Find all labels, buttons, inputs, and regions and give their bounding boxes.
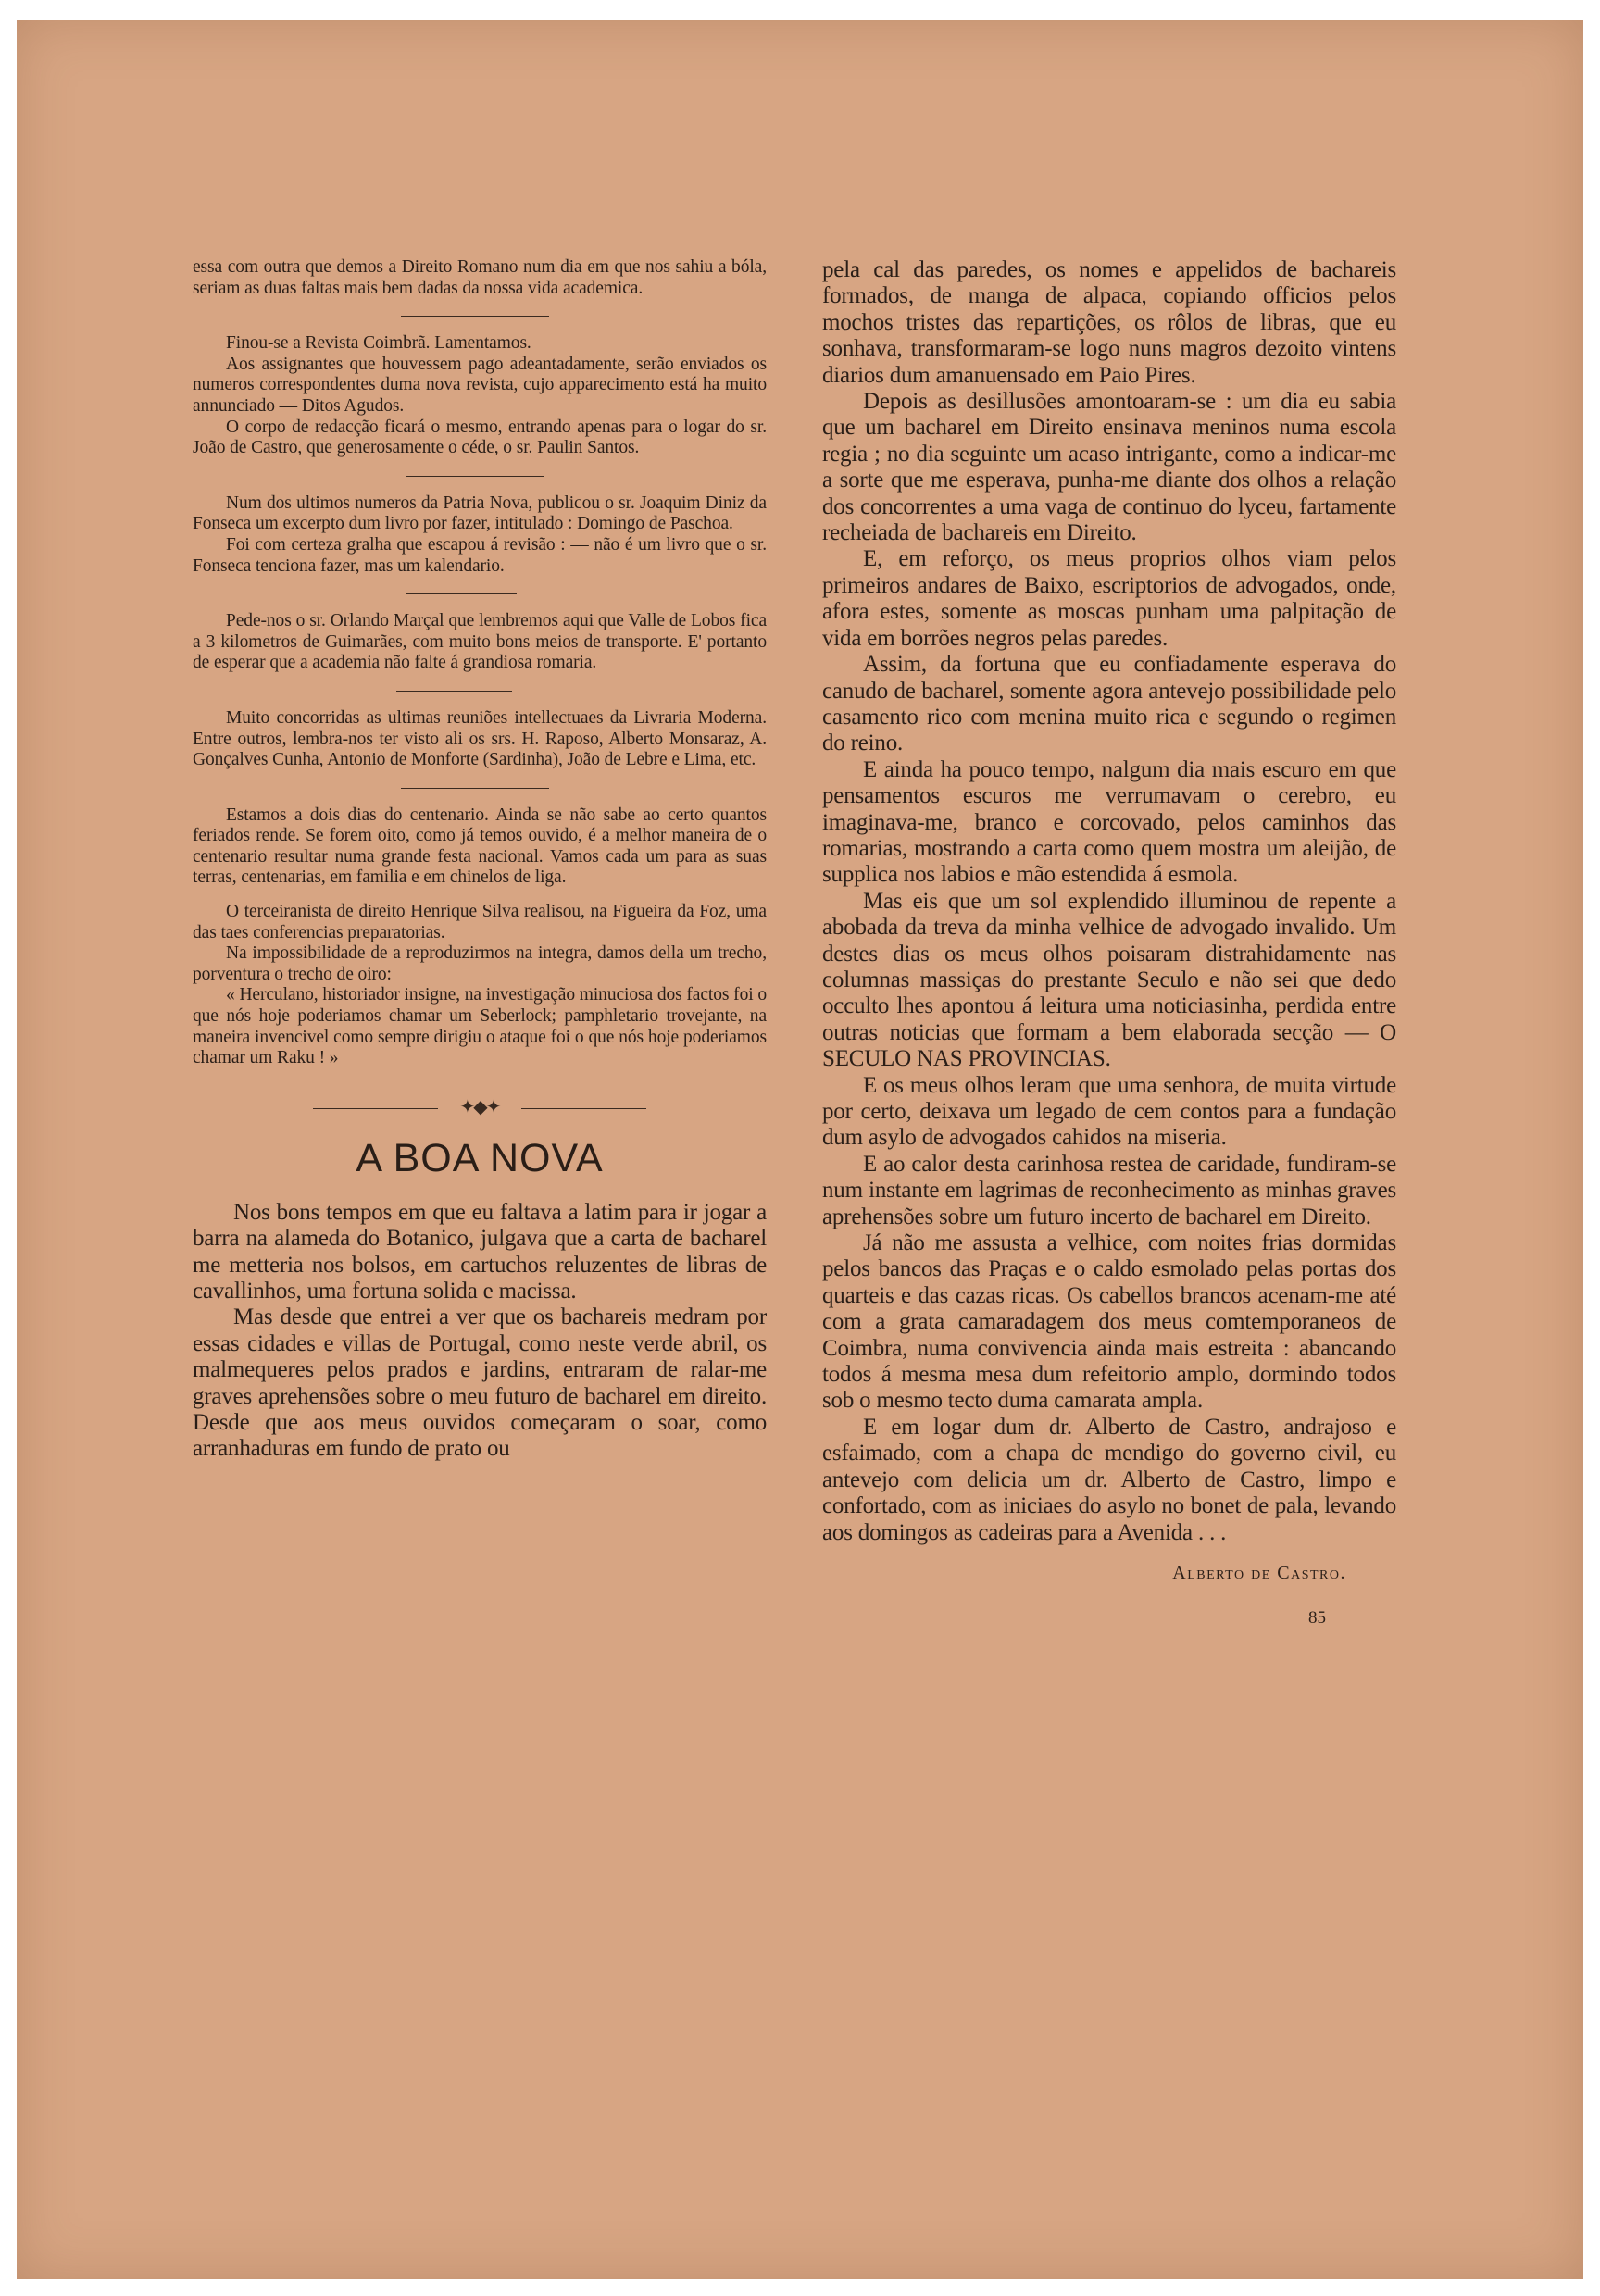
article-paragraph: Mas eis que um sol explendido illuminou de repente a abobada da treva da minha velhice de advogado invalido. Um destes dias os meus olhos poisaram distrahidamente nas columnas massiças do prestante Seculo e não sei que dedo occulto lhes apontou á leitura uma noticiasinha, perdida entre outras noticias que formam a bem elaborada secção — O SECULO NAS PROVINCIAS. (822, 888, 1396, 1072)
note-paragraph: O terceiranista de direito Henrique Silva realisou, na Figueira da Foz, uma das taes conferencias preparatorias. (193, 902, 767, 942)
news-note (193, 902, 767, 1069)
divider (396, 691, 512, 692)
article-paragraph: E, em reforço, os meus proprios olhos viam pelos primeiros andares de Baixo, escriptorios de advogados, onde, afora estes, somente as moscas punham uma palpitação de vida em borrões negros pelas paredes. (822, 546, 1396, 651)
article-paragraph: Já não me assusta a velhice, com noites frias dormidas pelos bancos das Praças e o caldo esmolado pelas portas dos quarteis e das cazas ricas. Os cabellos brancos acenam-me até com a grata camaradagem dos meus comtemporaneos de Coimbra, numa convivencia ainda mais estreita : abancando todos á mesma mesa dum refeitorio amplo, dormindo todos sob o mesmo tecto duma camarata ampla. (822, 1230, 1396, 1414)
divider (406, 593, 517, 594)
article-paragraph: pela cal das paredes, os nomes e appelidos de bachareis formados, de manga de alpaca, copiando officios pelos mochos tristes das repartições, os rôlos de libras, que eu sonhava, transformaram-se logo nuns magros dezoito vintens diarios dum amanuensado em Paio Pires. (822, 257, 1396, 388)
note-paragraph: Finou-se a Revista Coimbrã. Lamentamos. (226, 333, 531, 354)
note-paragraph: essa com outra que demos a Direito Romano num dia em que nos sahiu a bóla, seriam as duas faltas mais bem dadas da nossa vida academica. (193, 257, 767, 298)
news-note (193, 708, 767, 771)
page-sheet (17, 20, 1583, 2279)
news-note (193, 333, 767, 459)
article-paragraph: Nos bons tempos em que eu faltava a latim para ir jogar a barra na alameda do Botanico, julgava que a carta de bacharel me metteria nos bolsos, em cartuchos reluzentes de libras de cavallinhos, uma fortuna solida e macissa. (193, 1199, 767, 1304)
note-paragraph: Foi com certeza gralha que escapou á revisão : — não é um livro que o sr. Fonseca tenciona fazer, mas um kalendario. (193, 534, 767, 576)
news-note (193, 493, 767, 577)
ornament-line-right (521, 1108, 646, 1109)
note-paragraph: Na impossibilidade de a reproduzirmos na integra, damos della um trecho, porventura o trecho de oiro: (193, 943, 767, 984)
news-note (193, 257, 767, 299)
divider (406, 476, 544, 477)
ornament-icon: ✦◆✦ (459, 1096, 500, 1117)
page-number: 85 (1308, 1607, 1326, 1628)
note-paragraph: « Herculano, historiador insigne, na investigação minuciosa dos factos foi o que nós hoje poderiamos chamar um Seberlock; pamphletario trovejante, na maneira invencivel como sempre dirigiu o ataque foi o que nós hoje poderiamos chamar um Raku ! » (193, 985, 767, 1068)
section-title: A BOA NOVA (356, 1135, 604, 1180)
note-paragraph: Pede-nos o sr. Orlando Marçal que lembremos aqui que Valle de Lobos fica a 3 kilometros de Guimarães, com muito bons meios de transporte. E' portanto de esperar que a academia não falte á grandiosa romaria. (193, 611, 767, 673)
article-paragraph: E em logar dum dr. Alberto de Castro, andrajoso e esfaimado, com a chapa de mendigo do governo civil, eu antevejo com delicia um dr. Alberto de Castro, limpo e confortado, com as iniciaes do asylo no bonet de pala, levando aos domingos as cadeiras para a Avenida . . . (822, 1414, 1396, 1545)
ornament-line-left (313, 1108, 438, 1109)
article-paragraph: E os meus olhos leram que uma senhora, de muita virtude por certo, deixava um legado de cem contos para a fundação dum asylo de advogados cahidos na miseria. (822, 1072, 1396, 1151)
article-paragraph: Mas desde que entrei a ver que os bachareis medram por essas cidades e villas de Portugal, como neste verde abril, os malmequeres pelos prados e jardins, entraram de ralar-me graves aprehensões sobre o meu futuro de bacharel em direito. Desde que aos meus ouvidos começaram o soar, como arranhaduras em fundo de prato ou (193, 1304, 767, 1462)
right-column (822, 257, 1396, 1628)
note-paragraph: Aos assignantes que houvessem pago adeantadamente, serão enviados os numeros correspondentes duma nova revista, cujo apparecimento está ha muito annunciado — Ditos Agudos. (193, 354, 767, 416)
divider (401, 316, 549, 317)
news-note (193, 611, 767, 674)
ornament-divider (193, 1097, 767, 1119)
article-paragraph: E ao calor desta carinhosa restea de caridade, fundiram-se num instante em lagrimas de reconhecimento as minhas graves aprehensões sobre um futuro incerto de bacharel em Direito. (822, 1151, 1396, 1229)
note-paragraph: Muito concorridas as ultimas reuniões intellectuaes da Livraria Moderna. Entre outros, lembra-nos ter visto ali os srs. H. Raposo, Alberto Monsaraz, A. Gonçalves Cunha, Antonio de Monforte (Sardinha), João de Lebre e Lima, etc. (193, 707, 767, 770)
note-paragraph: Num dos ultimos numeros da Patria Nova, publicou o sr. Joaquim Diniz da Fonseca um excerpto dum livro por fazer, intitulado : Domingo de Paschoa. (193, 493, 767, 534)
divider (401, 788, 549, 789)
note-paragraph: O corpo de redacção ficará o mesmo, entrando apenas para o logar do sr. João de Castro, que generosamente o céde, o sr. Paulin Santos. (193, 417, 767, 458)
article-paragraph: Depois as desillusões amontoaram-se : um dia eu sabia que um bacharel em Direito ensinava meninos numa escola regia ; no dia seguinte um acaso intrigante, como a indicar-me a sorte que me esperava, punha-me diante dos olhos a relação dos concorrentes a uma vaga de continuo do lyceu, fartamente recheiada de bachareis em Direito. (822, 389, 1396, 546)
article-body-left (193, 1200, 767, 1463)
left-column (193, 257, 767, 1463)
author-signature: Alberto de Castro. (1172, 1562, 1346, 1583)
note-paragraph: Estamos a dois dias do centenario. Ainda se não sabe ao certo quantos feriados rende. Se forem oito, como já temos ouvido, é a melhor maneira de o centenario resultar numa grande festa nacional. Vamos cada um para as suas terras, centenarias, em familia e em chinelos de liga. (193, 805, 767, 888)
news-note (193, 805, 767, 889)
article-paragraph: E ainda ha pouco tempo, nalgum dia mais escuro em que pensamentos escuros me verrumavam o cerebro, eu imaginava-me, branco e corcovado, pelos caminhos das romarias, mostrando a carta como quem mostra um aleijão, de supplica nos labios e mão estendida á esmola. (822, 756, 1396, 888)
article-paragraph: Assim, da fortuna que eu confiadamente esperava do canudo de bacharel, somente agora antevejo possibilidade pelo casamento rico com menina muito rica e segundo o regimen do reino. (822, 652, 1396, 756)
